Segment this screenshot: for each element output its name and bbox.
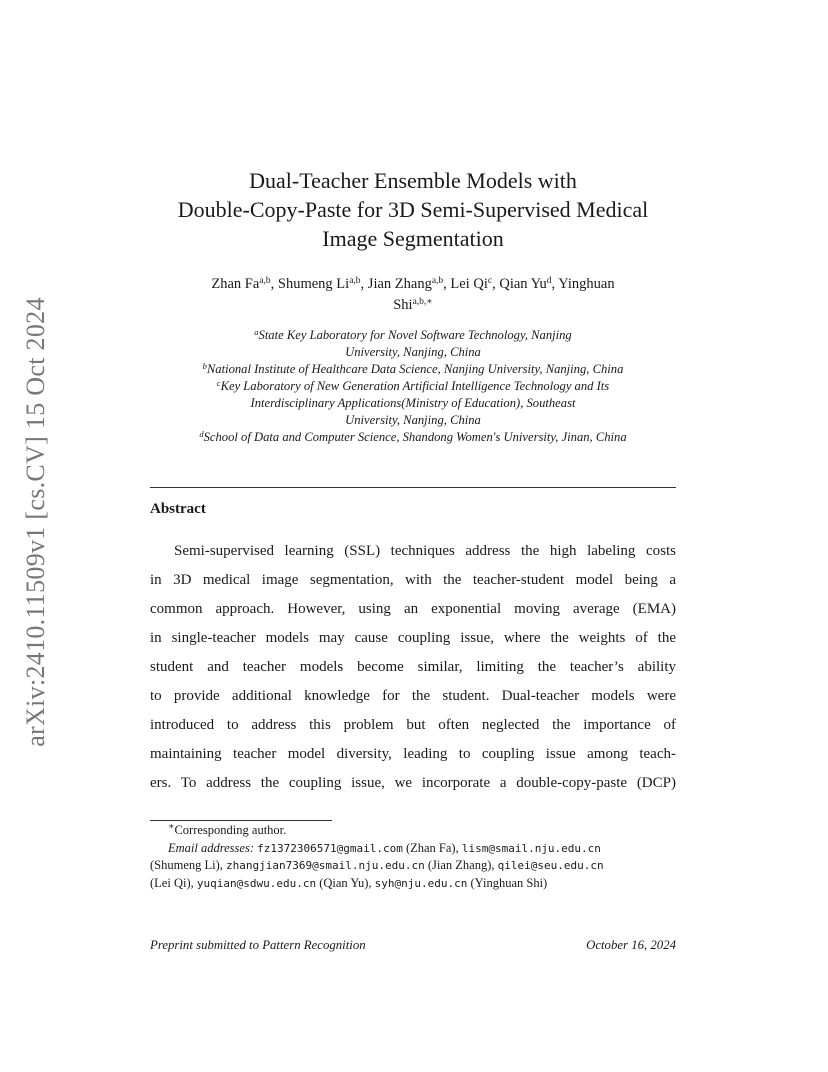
- affiliation-text: National Institute of Healthcare Data Science, Nanjing University, Nanjing, China: [206, 362, 624, 376]
- abstract-line: introduced to address this problem but often neglected the importance of: [150, 717, 676, 733]
- email-owner: (Yinghuan Shi): [470, 875, 548, 890]
- author-affiliation-mark: a,b: [431, 276, 444, 286]
- affiliation-text: State Key Laboratory for Novel Software Technology, Nanjing: [258, 328, 572, 342]
- author-name: Yinghuan: [558, 276, 615, 292]
- author-affiliation-mark: a,b: [349, 276, 361, 286]
- author-line-2: [150, 295, 676, 316]
- footer-preprint-note: Preprint submitted to Pattern Recognition: [150, 938, 366, 952]
- affiliation-c-line-2: Interdisciplinary Applications(Ministry of Education), Southeast: [250, 396, 576, 410]
- affiliation-text: Key Laboratory of New Generation Artificial Intelligence Technology and Its: [220, 379, 610, 393]
- affiliation-mark: a: [254, 327, 259, 337]
- affiliation-mark: d: [199, 429, 204, 439]
- author-affiliation-mark: a,b,∗: [412, 297, 433, 307]
- affiliation-mark: b: [202, 361, 207, 371]
- author-list: [150, 274, 676, 316]
- author-name: Shumeng Li: [277, 276, 350, 292]
- abstract-line: in 3D medical image segmentation, with the teacher-student model being a: [150, 572, 676, 588]
- email-link[interactable]: qilei@seu.edu.cn: [497, 859, 604, 872]
- corresponding-author-text: Corresponding author.: [174, 823, 287, 837]
- email-line-1: Email addresses: fz1372306571@gmail.com (Zhan Fa), lism@smail.nju.edu.cn: [168, 840, 601, 855]
- author-name: Shi: [393, 297, 413, 313]
- email-owner: (Shumeng Li): [150, 858, 220, 872]
- affiliation-list: [120, 327, 706, 446]
- footnotes: [150, 822, 676, 892]
- author-separator: ,: [443, 276, 451, 292]
- title-line-2: Double-Copy-Paste for 3D Semi-Supervised Medical: [177, 197, 649, 222]
- email-link[interactable]: lism@smail.nju.edu.cn: [461, 841, 601, 855]
- email-line-3: (Lei Qi), yuqian@sdwu.edu.cn (Qian Yu), syh@nju.edu.cn (Yinghuan Shi): [150, 875, 548, 890]
- email-label: Email addresses:: [168, 840, 254, 855]
- footer-date: October 16, 2024: [586, 938, 676, 952]
- affiliation-c-line-3: University, Nanjing, China: [345, 413, 481, 427]
- email-owner: (Qian Yu): [319, 875, 369, 890]
- email-owner: (Jian Zhang): [427, 858, 492, 872]
- author-name: Qian Yu: [499, 276, 547, 292]
- footnote-rule: [150, 820, 332, 821]
- author-affiliation-mark: d: [546, 276, 552, 286]
- affiliation-a-line-1: [120, 327, 706, 344]
- affiliation-d-line-1: [120, 429, 706, 446]
- footnote-mark: ∗: [168, 822, 175, 832]
- abstract-line: maintaining teacher model diversity, leading to coupling issue among teach-: [150, 746, 676, 762]
- arxiv-side-stamp: arXiv:2410.11509v1 [cs.CV] 15 Oct 2024: [21, 297, 50, 747]
- affiliation-b-line-1: [120, 361, 706, 378]
- abstract-line: student and teacher models become similar, limiting the teacher’s ability: [150, 659, 676, 675]
- author-affiliation-mark: c: [487, 276, 493, 286]
- author-separator: ,: [492, 276, 500, 292]
- corresponding-author-note: [150, 822, 676, 840]
- author-separator: ,: [360, 276, 368, 292]
- author-name: Jian Zhang: [367, 276, 432, 292]
- email-link[interactable]: yuqian@sdwu.edu.cn: [196, 876, 317, 890]
- affiliation-a-line-2: University, Nanjing, China: [345, 345, 481, 359]
- author-name: Lei Qi: [450, 276, 488, 292]
- email-link[interactable]: zhangjian7369@smail.nju.edu.cn: [226, 859, 425, 872]
- email-line-2: (Shumeng Li), zhangjian7369@smail.nju.edu.cn (Jian Zhang), qilei@seu.edu.cn: [150, 858, 604, 872]
- abstract-top-rule: [150, 487, 676, 488]
- abstract-heading: Abstract: [150, 501, 206, 517]
- affiliation-c-line-1: [120, 378, 706, 395]
- affiliation-text: School of Data and Computer Science, Shandong Women's University, Jinan, China: [203, 430, 627, 444]
- author-affiliation-mark: a,b: [259, 276, 271, 286]
- abstract-line: common approach. However, using an exponential moving average (EMA): [150, 601, 676, 617]
- author-separator: ,: [270, 276, 278, 292]
- email-link[interactable]: syh@nju.edu.cn: [374, 876, 468, 890]
- title-line-1: Dual-Teacher Ensemble Models with: [249, 168, 577, 193]
- abstract-body: [150, 537, 676, 798]
- email-owner: (Lei Qi): [150, 875, 191, 890]
- email-link[interactable]: fz1372306571@gmail.com: [257, 841, 403, 855]
- email-owner: (Zhan Fa): [405, 840, 456, 855]
- abstract-line: ers. To address the coupling issue, we incorporate a double-copy-paste (DCP): [150, 775, 676, 791]
- author-separator: ,: [551, 276, 559, 292]
- abstract-line: in single-teacher models may cause coupling issue, where the weights of the: [150, 630, 676, 646]
- paper-title: [150, 166, 676, 253]
- abstract-line: to provide additional knowledge for the student. Dual-teacher models were: [150, 688, 676, 704]
- affiliation-mark: c: [216, 378, 221, 388]
- title-line-3: Image Segmentation: [322, 226, 504, 251]
- author-name: Zhan Fa: [211, 276, 260, 292]
- abstract-line: Semi-supervised learning (SSL) techniques address the high labeling costs: [174, 543, 676, 559]
- author-line-1: [150, 274, 676, 295]
